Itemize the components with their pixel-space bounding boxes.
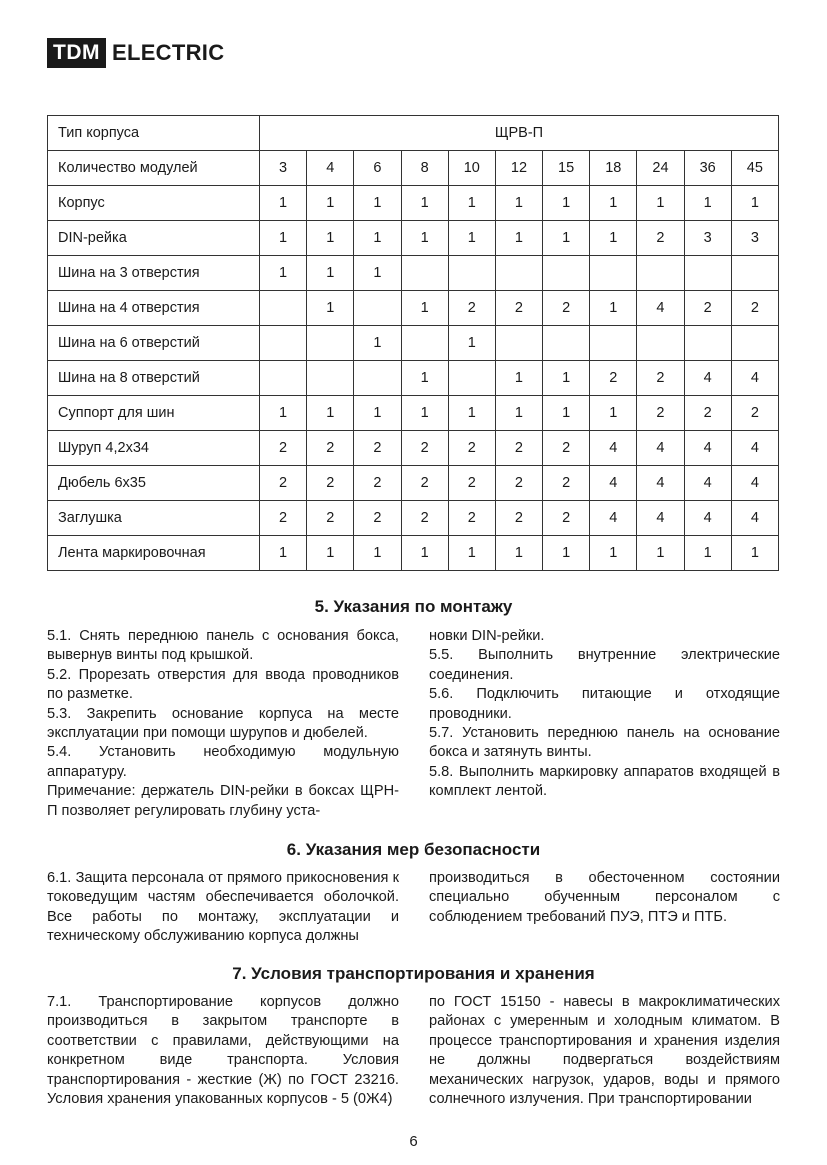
table-cell xyxy=(495,326,542,361)
transport-left-column xyxy=(47,993,399,1109)
table-cell: 4 xyxy=(590,466,637,501)
table-cell: 1 xyxy=(590,221,637,256)
table-row xyxy=(48,256,779,291)
table-cell: 2 xyxy=(260,466,307,501)
table-cell: 2 xyxy=(495,291,542,326)
paragraph: 5.2. Прорезать отверстия для ввода проводников по разметке. xyxy=(47,666,399,703)
row-label: Заглушка xyxy=(48,501,260,536)
table-cell xyxy=(448,361,495,396)
table-cell: 2 xyxy=(307,466,354,501)
table-cell: 1 xyxy=(543,221,590,256)
brand-logo xyxy=(47,38,224,68)
table-cell: 1 xyxy=(448,186,495,221)
table-row xyxy=(48,221,779,256)
table-cell: 2 xyxy=(637,361,684,396)
table-row xyxy=(48,536,779,571)
table-cell: 4 xyxy=(307,151,354,186)
table-cell: 1 xyxy=(684,536,731,571)
paragraph: 5.5. Выполнить внутренние электрические соединения. xyxy=(429,647,780,683)
table-cell: 1 xyxy=(260,221,307,256)
table-cell: 1 xyxy=(260,396,307,431)
table-cell: 1 xyxy=(448,326,495,361)
paragraph: 5.4. Установить необходимую модульную аппаратуру. xyxy=(47,744,399,780)
section-title-transport: 7. Условия транспортирования и хранения xyxy=(232,964,595,983)
table-cell: 12 xyxy=(495,151,542,186)
table-cell xyxy=(260,326,307,361)
transport-right-column xyxy=(429,993,780,1109)
table-cell: 1 xyxy=(448,221,495,256)
row-label: Шина на 3 отверстия xyxy=(48,256,260,291)
table-cell: 15 xyxy=(543,151,590,186)
table-cell xyxy=(307,326,354,361)
paragraph: 5.3. Закрепить основание корпуса на месте эксплуатации при помощи шурупов и дюбелей. xyxy=(47,705,399,742)
paragraph: 7.1. Транспортирование корпусов должно производиться в закрытом транспорте в соответствии с правилами, действующими на конкретном виде транспорта. Условия транспортирования - жесткие (Ж) по ГОСТ 23216. Условия хранения упакованных корпусов - 5 (0Ж4) xyxy=(47,994,399,1108)
table-row xyxy=(48,326,779,361)
table-cell: 2 xyxy=(731,291,778,326)
table-cell: 1 xyxy=(637,536,684,571)
table-cell: 2 xyxy=(590,361,637,396)
table-cell: 1 xyxy=(307,256,354,291)
table-cell: 4 xyxy=(637,431,684,466)
table-cell: 2 xyxy=(495,466,542,501)
table-cell: 1 xyxy=(401,186,448,221)
table-cell: 1 xyxy=(495,536,542,571)
table-cell: 4 xyxy=(684,466,731,501)
row-label: Шина на 4 отверстия xyxy=(48,291,260,326)
table-cell: 2 xyxy=(684,291,731,326)
table-cell: 2 xyxy=(307,501,354,536)
table-cell: 1 xyxy=(731,186,778,221)
table-cell: 1 xyxy=(543,536,590,571)
table-cell: 1 xyxy=(401,291,448,326)
table-cell: 2 xyxy=(448,501,495,536)
table-cell: 2 xyxy=(448,466,495,501)
table-cell: 1 xyxy=(354,221,401,256)
table-cell: 1 xyxy=(354,396,401,431)
table-cell: 6 xyxy=(354,151,401,186)
table-cell xyxy=(731,326,778,361)
table-cell xyxy=(731,256,778,291)
row-label: Количество модулей xyxy=(48,151,260,186)
section-title-safety: 6. Указания мер безопасности xyxy=(286,840,541,859)
table-cell: 1 xyxy=(731,536,778,571)
brand-logo-box: TDM xyxy=(47,38,106,68)
row-label: Шина на 6 отверстий xyxy=(48,326,260,361)
table-row xyxy=(48,501,779,536)
table-cell xyxy=(543,256,590,291)
row-label: Дюбель 6x35 xyxy=(48,466,260,501)
table-cell: 4 xyxy=(684,501,731,536)
table-cell xyxy=(637,256,684,291)
table-cell: 1 xyxy=(543,186,590,221)
table-cell: 1 xyxy=(684,186,731,221)
table-cell: 4 xyxy=(590,431,637,466)
table-row xyxy=(48,466,779,501)
table-cell: 1 xyxy=(307,396,354,431)
table-cell: 4 xyxy=(731,466,778,501)
table-cell: 1 xyxy=(307,291,354,326)
table-cell: 1 xyxy=(354,256,401,291)
table-cell: 2 xyxy=(401,431,448,466)
table-cell: 1 xyxy=(495,221,542,256)
table-cell: 2 xyxy=(401,466,448,501)
table-cell: 4 xyxy=(731,501,778,536)
paragraph: 5.6. Подключить питающие и отходящие проводники. xyxy=(429,686,780,722)
table-cell xyxy=(448,256,495,291)
table-cell: 2 xyxy=(543,291,590,326)
table-cell: 4 xyxy=(590,501,637,536)
table-cell: 1 xyxy=(495,396,542,431)
table-cell: 1 xyxy=(401,396,448,431)
table-cell: 2 xyxy=(448,431,495,466)
table-cell: 2 xyxy=(543,501,590,536)
table-cell: 1 xyxy=(543,361,590,396)
table-row xyxy=(48,186,779,221)
table-cell: 4 xyxy=(731,361,778,396)
table-cell xyxy=(354,361,401,396)
table-row xyxy=(48,291,779,326)
table-cell: 2 xyxy=(543,431,590,466)
table-cell xyxy=(495,256,542,291)
table-cell: 1 xyxy=(354,326,401,361)
table-cell: 1 xyxy=(260,186,307,221)
table-cell: 2 xyxy=(684,396,731,431)
table-cell: 2 xyxy=(354,501,401,536)
safety-right-column xyxy=(429,869,780,927)
table-cell: 1 xyxy=(543,396,590,431)
paragraph: по ГОСТ 15150 - навесы в макроклиматических районах с умеренным и холодным климатом. В процессе транспортирования и хранения изделия не должны подвергаться воздействиям механических нагрузок, ударов, воды и прямого солнечного излучения. При транспортировании xyxy=(429,994,780,1108)
table-header-row xyxy=(48,116,779,151)
table-cell: 1 xyxy=(307,536,354,571)
table-cell: 1 xyxy=(590,396,637,431)
table-cell xyxy=(307,361,354,396)
table-cell: 1 xyxy=(307,186,354,221)
table-cell: 4 xyxy=(637,291,684,326)
paragraph: Примечание: держатель DIN-рейки в боксах ЩРН-П позволяет регулировать глубину уста- xyxy=(47,783,399,819)
table-cell: 36 xyxy=(684,151,731,186)
table-cell: 1 xyxy=(401,221,448,256)
table-cell: 1 xyxy=(260,256,307,291)
table-cell: 3 xyxy=(260,151,307,186)
table-cell: 2 xyxy=(448,291,495,326)
paragraph: производиться в обесточенном состоянии специально обученным персоналом с соблюдением требований ПУЭ, ПТЭ и ПТБ. xyxy=(429,870,780,925)
table-cell: 1 xyxy=(307,221,354,256)
paragraph: 6.1. Защита персонала от прямого прикосновения к токоведущим частям обеспечивается оболочкой. Все работы по монтажу, эксплуатации и техническому обслуживанию корпуса должны xyxy=(47,870,399,945)
table-cell: 1 xyxy=(354,186,401,221)
table-cell: 1 xyxy=(637,186,684,221)
table-cell: 2 xyxy=(260,431,307,466)
table-cell: 2 xyxy=(354,466,401,501)
paragraph: 5.1. Снять переднюю панель с основания бокса, вывернув винты под крышкой. xyxy=(47,628,399,664)
table-cell: 2 xyxy=(260,501,307,536)
paragraph: 5.7. Установить переднюю панель на основание бокса и затянуть винты. xyxy=(429,725,780,761)
table-cell: 1 xyxy=(590,536,637,571)
table-cell xyxy=(590,326,637,361)
table-cell: 3 xyxy=(731,221,778,256)
table-header-label: Тип корпуса xyxy=(48,116,260,151)
table-cell: 2 xyxy=(637,221,684,256)
table-cell: 4 xyxy=(637,466,684,501)
table-cell xyxy=(590,256,637,291)
table-cell: 2 xyxy=(307,431,354,466)
mounting-right-column xyxy=(429,627,780,802)
table-cell xyxy=(637,326,684,361)
paragraph: 5.8. Выполнить маркировку аппаратов входящей в комплект лентой. xyxy=(429,763,780,800)
table-header-value: ЩРВ-П xyxy=(260,116,779,151)
table-cell xyxy=(401,326,448,361)
table-cell: 1 xyxy=(448,536,495,571)
table-cell: 1 xyxy=(495,361,542,396)
mounting-left-column xyxy=(47,627,399,821)
table-cell: 1 xyxy=(401,361,448,396)
table-cell xyxy=(260,361,307,396)
table-modules-row xyxy=(48,151,779,186)
table-cell: 18 xyxy=(590,151,637,186)
table-row xyxy=(48,396,779,431)
table-cell: 3 xyxy=(684,221,731,256)
safety-left-column xyxy=(47,869,399,947)
row-label: DIN-рейка xyxy=(48,221,260,256)
table-cell: 1 xyxy=(354,536,401,571)
table-cell: 1 xyxy=(260,536,307,571)
table-cell: 2 xyxy=(495,501,542,536)
paragraph: новки DIN-рейки. xyxy=(429,628,545,644)
table-cell: 4 xyxy=(731,431,778,466)
row-label: Шина на 8 отверстий xyxy=(48,361,260,396)
table-cell: 2 xyxy=(401,501,448,536)
table-cell: 4 xyxy=(684,361,731,396)
table-cell: 2 xyxy=(354,431,401,466)
row-label: Лента маркировочная xyxy=(48,536,260,571)
table-cell xyxy=(684,326,731,361)
table-cell: 1 xyxy=(590,186,637,221)
table-cell xyxy=(354,291,401,326)
table-row xyxy=(48,431,779,466)
table-cell xyxy=(260,291,307,326)
table-cell xyxy=(401,256,448,291)
table-cell: 1 xyxy=(495,186,542,221)
section-title-mounting: 5. Указания по монтажу xyxy=(314,597,513,616)
brand-logo-text: ELECTRIC xyxy=(112,40,225,65)
table-cell: 2 xyxy=(637,396,684,431)
table-cell: 4 xyxy=(637,501,684,536)
table-cell: 4 xyxy=(684,431,731,466)
components-table xyxy=(47,115,779,571)
row-label: Суппорт для шин xyxy=(48,396,260,431)
table-cell: 1 xyxy=(448,396,495,431)
table-cell xyxy=(543,326,590,361)
page-number: 6 xyxy=(409,1133,418,1150)
table-cell xyxy=(684,256,731,291)
table-cell: 8 xyxy=(401,151,448,186)
table-cell: 10 xyxy=(448,151,495,186)
table-row xyxy=(48,361,779,396)
table-cell: 2 xyxy=(731,396,778,431)
row-label: Корпус xyxy=(48,186,260,221)
table-cell: 24 xyxy=(637,151,684,186)
table-cell: 45 xyxy=(731,151,778,186)
row-label: Шуруп 4,2x34 xyxy=(48,431,260,466)
table-cell: 2 xyxy=(495,431,542,466)
table-cell: 2 xyxy=(543,466,590,501)
table-cell: 1 xyxy=(590,291,637,326)
table-cell: 1 xyxy=(401,536,448,571)
